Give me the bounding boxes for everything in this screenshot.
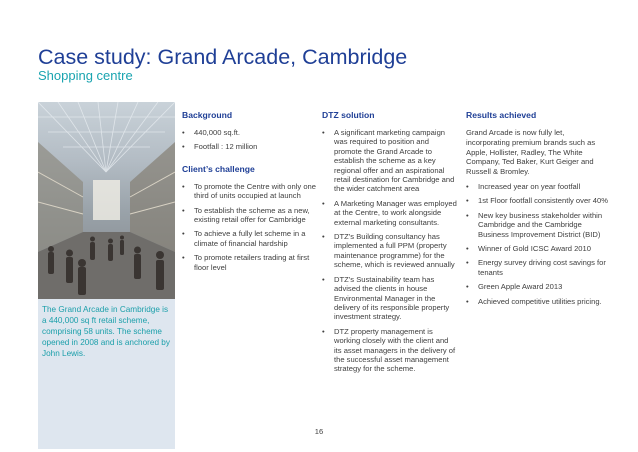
solution-heading: DTZ solution xyxy=(322,110,375,120)
list-item: • Achieved competitive utilities pricing. xyxy=(466,296,602,306)
bullet-icon: • xyxy=(466,210,469,220)
list-item: • Footfall : 12 million xyxy=(182,142,258,152)
bullet-icon: • xyxy=(466,196,469,206)
shopping-centre-photo xyxy=(38,102,175,299)
list-item: • DTZ property management is working closely with the client and its asset managers in the delivery of the successful asset management strategy for the scheme. xyxy=(322,326,456,374)
bullet-icon: • xyxy=(466,282,469,292)
results-column xyxy=(466,110,608,311)
bullet-icon: • xyxy=(466,258,469,268)
results-heading: Results achieved xyxy=(466,110,537,120)
background-heading: Background xyxy=(182,110,233,120)
list-item: • DTZ’s Sustainability team has advised the clients in house Environmental Manager in the delivery of its responsible property investment strategy. xyxy=(322,274,450,322)
list-item: • A significant marketing campaign was required to position and promote the Grand Arcade to establish the scheme as a key regional offer and an aspirational retail destination for Cambridge and the wider catchment area xyxy=(322,128,455,194)
list-item: • Increased year on year footfall xyxy=(466,181,581,191)
solution-column xyxy=(322,110,458,379)
page-title: Case study: Grand Arcade, Cambridge xyxy=(38,45,408,69)
list-item: • To achieve a fully let scheme in a climate of financial hardship xyxy=(182,229,306,248)
background-column xyxy=(182,110,318,277)
results-intro: Grand Arcade is now fully let, incorporating premium brands such as Apple, Hollister, Radley, The White Company, Ted Baker, Kurt Geiger and Russell & Bromley. xyxy=(466,128,596,177)
challenge-list xyxy=(182,182,318,272)
list-item: • To establish the scheme as a new, existing retail offer for Cambridge xyxy=(182,205,310,225)
page-subtitle: Shopping centre xyxy=(38,68,133,83)
photo-caption: The Grand Arcade in Cambridge is a 440,000 sq ft retail scheme, comprising 58 units. The scheme opened in 2008 and is anchored by John Lewis. xyxy=(42,305,170,358)
bullet-icon: • xyxy=(182,229,185,239)
bullet-icon: • xyxy=(322,232,325,242)
list-item: • 1st Floor footfall consistently over 40% xyxy=(466,196,608,206)
bullet-icon: • xyxy=(466,296,469,306)
list-item: • Winner of Gold ICSC Award 2010 xyxy=(466,244,591,254)
bullet-icon: • xyxy=(322,198,325,208)
bullet-icon: • xyxy=(182,253,185,263)
bullet-icon: • xyxy=(182,128,185,137)
bullet-icon: • xyxy=(466,181,469,191)
background-list xyxy=(182,128,318,152)
list-item: • A Marketing Manager was employed at the Centre, to work alongside external marketing consultants. xyxy=(322,198,457,227)
list-item: • 440,000 sq.ft. xyxy=(182,128,241,137)
results-list xyxy=(466,182,608,306)
challenge-heading: Client’s challenge xyxy=(182,163,255,174)
bullet-icon: • xyxy=(182,142,185,152)
bullet-icon: • xyxy=(182,181,185,191)
list-item: • To promote retailers trading at first floor level xyxy=(182,253,310,272)
solution-list xyxy=(322,128,458,374)
bullet-icon: • xyxy=(182,205,185,215)
bullet-icon: • xyxy=(322,274,325,284)
bullet-icon: • xyxy=(466,244,469,254)
bullet-icon: • xyxy=(322,128,325,137)
page-number: 16 xyxy=(314,427,324,436)
list-item: • New key business stakeholder within Cambridge and the Cambridge Business Improvement District (BID) xyxy=(466,210,603,239)
list-item: • Green Apple Award 2013 xyxy=(466,282,563,292)
list-item: • Energy survey driving cost savings for tenants xyxy=(466,258,606,277)
bullet-icon: • xyxy=(322,326,325,336)
list-item: • To promote the Centre with only one third of units occupied at launch xyxy=(182,181,316,201)
list-item: • DTZ’s Building consultancy has implemented a full PPM (property maintenance programme) for the scheme, which is reviewed annually xyxy=(322,232,455,270)
